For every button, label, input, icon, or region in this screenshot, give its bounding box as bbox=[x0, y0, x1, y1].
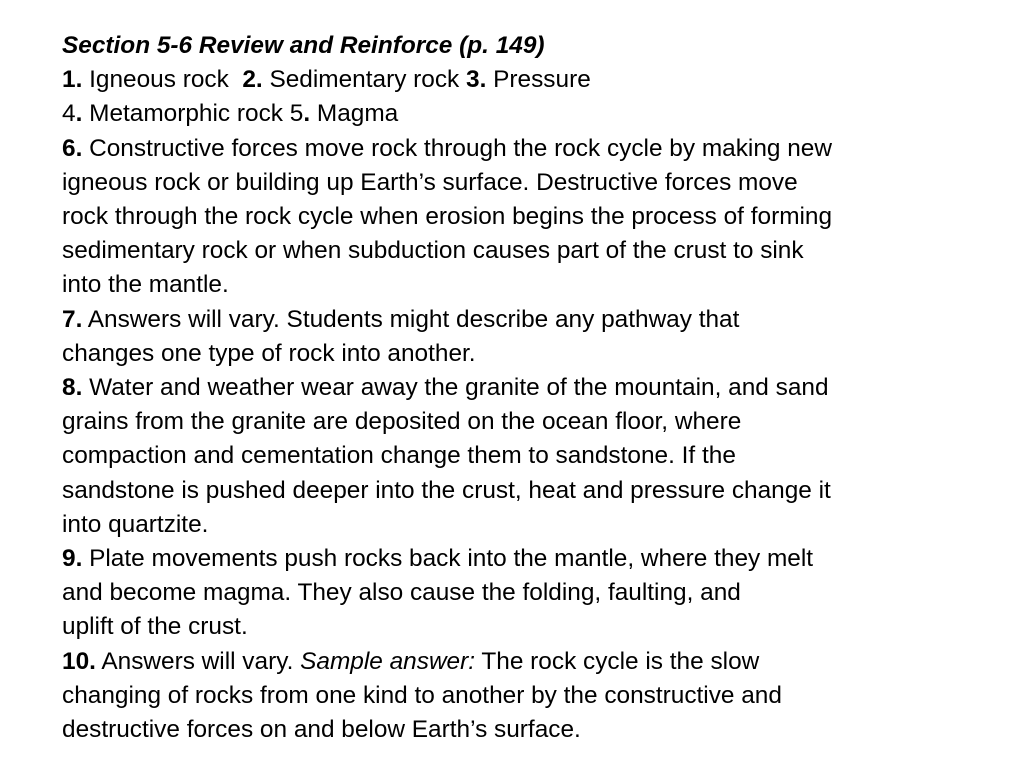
answer-4-period: . bbox=[75, 100, 83, 128]
section-title: Section 5-6 Review and Reinforce (p. 149) bbox=[62, 32, 545, 59]
answer-8-number: 8. bbox=[62, 374, 83, 402]
answer-6-line-2: igneous rock or building up Earth’s surface. Destructive forces move bbox=[62, 168, 798, 196]
answer-9-line-2: and become magma. They also cause the folding, faulting, and bbox=[62, 579, 741, 607]
answer-5-period: . bbox=[303, 100, 311, 128]
answer-8-text: Water and weather wear away the granite of the mountain, and sand bbox=[89, 374, 829, 402]
answer-2-number: 2. bbox=[242, 66, 263, 94]
answers-4-5-line bbox=[62, 97, 1012, 131]
answer-7-number: 7. bbox=[62, 305, 83, 333]
answer-8-line-1 bbox=[62, 371, 1012, 405]
answer-6-text: Constructive forces move rock through the rock cycle by making new bbox=[89, 134, 832, 162]
answer-6-line-5: into the mantle. bbox=[62, 271, 229, 299]
answer-3-text: Pressure bbox=[493, 66, 591, 94]
answer-6-number: 6. bbox=[62, 134, 83, 162]
answer-7-line-2: changes one type of rock into another. bbox=[62, 339, 476, 367]
answer-6-line-1 bbox=[62, 132, 1012, 166]
answer-6-line-3: rock through the rock cycle when erosion begins the process of forming bbox=[62, 203, 833, 231]
answer-key-text bbox=[62, 29, 1012, 747]
answer-8-line-5: into quartzite. bbox=[62, 510, 209, 538]
answer-3-number: 3. bbox=[466, 66, 487, 94]
answer-4-text: Metamorphic rock 5 bbox=[89, 100, 304, 128]
answer-10-line-3: destructive forces on and below Earth’s surface. bbox=[62, 716, 581, 744]
answer-10-line-2: changing of rocks from one kind to another by the constructive and bbox=[62, 681, 782, 709]
answer-10-sample-label: Sample answer: bbox=[300, 647, 476, 675]
answer-10-line-1 bbox=[62, 645, 1012, 679]
answer-9-line-3: uplift of the crust. bbox=[62, 613, 248, 641]
answer-2-text: Sedimentary rock bbox=[269, 66, 460, 94]
answer-6-line-4: sedimentary rock or when subduction causes part of the crust to sink bbox=[62, 237, 804, 265]
answer-10-number: 10. bbox=[62, 647, 96, 675]
answers-1-3-line bbox=[62, 63, 1012, 97]
answer-5-text: Magma bbox=[316, 100, 399, 128]
answer-9-text: Plate movements push rocks back into the mantle, where they melt bbox=[89, 545, 814, 573]
answer-1-text: Igneous rock bbox=[89, 66, 229, 94]
answer-10-text: The rock cycle is the slow bbox=[481, 647, 760, 675]
answer-9-line-1 bbox=[62, 542, 1012, 576]
answer-7-line-1 bbox=[62, 303, 1012, 337]
answer-1-number: 1. bbox=[62, 66, 83, 94]
answer-8-line-3: compaction and cementation change them to sandstone. If the bbox=[62, 442, 736, 470]
answer-8-line-4: sandstone is pushed deeper into the crust, heat and pressure change it bbox=[62, 476, 831, 504]
answer-4-number: 4 bbox=[62, 100, 76, 128]
answer-9-number: 9. bbox=[62, 545, 83, 573]
answer-10-lead: Answers will vary. bbox=[101, 647, 294, 675]
answer-8-line-2: grains from the granite are deposited on the ocean floor, where bbox=[62, 408, 742, 436]
answer-7-text: Answers will vary. Students might describe any pathway that bbox=[87, 305, 740, 333]
